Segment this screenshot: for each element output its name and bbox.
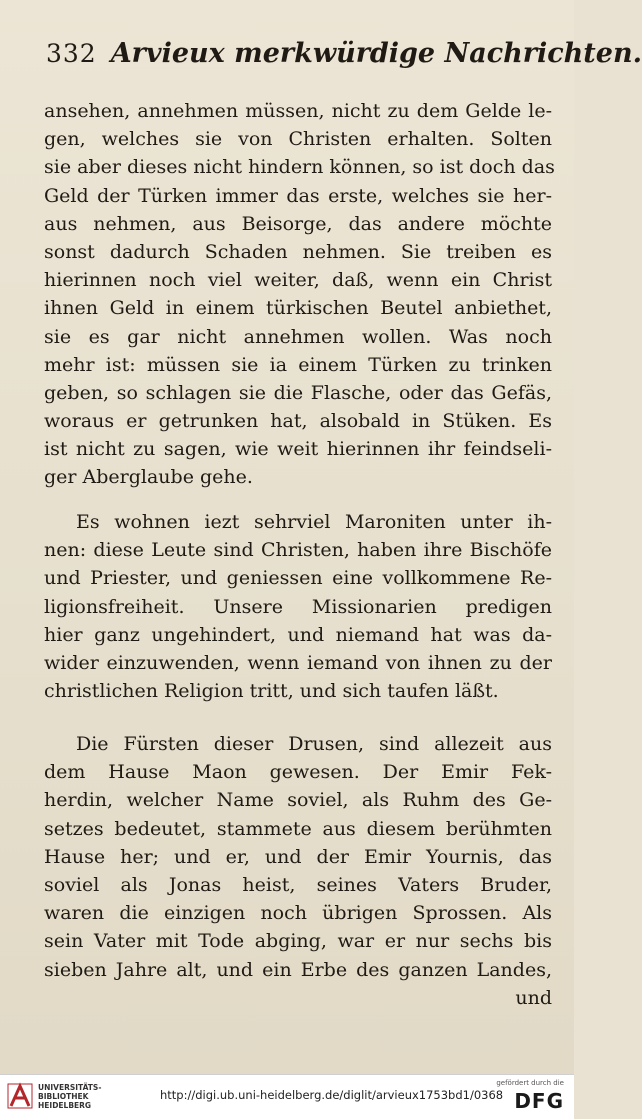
text-line: ansehen, annehmen müssen, nicht zu dem Gelde le- [44, 100, 552, 122]
text-line: mehr ist: müssen sie ia einem Türken zu trinken [44, 353, 552, 376]
funded-by-label: gefördert durch die [496, 1079, 564, 1087]
text-line: geben, so schlagen sie die Flasche, oder das Gefäs, [44, 381, 552, 404]
text-line: ger Aberglaube gehe. [44, 466, 253, 489]
text-line: aus nehmen, aus Beisorge, das andere möchte [44, 212, 552, 235]
viewer-footer [0, 1074, 574, 1119]
text-line: Es wohnen iezt sehrviel Maroniten unter ih- [76, 511, 552, 533]
text-line: sonst dadurch Schaden nehmen. Sie treiben es [44, 240, 552, 263]
text-line: woraus er getrunken hat, alsobald in Stüken. Es [44, 410, 552, 433]
text-line: herdin, welcher Name soviel, als Ruhm des Ge- [44, 789, 552, 812]
text-line: Geld der Türken immer das erste, welches sie her- [44, 184, 552, 207]
text-line: Die Fürsten dieser Drusen, sind allezeit aus [76, 733, 552, 755]
text-line: ligionsfreiheit. Unsere Missionarien predigen [44, 595, 552, 618]
text-line: nen: diese Leute sind Christen, haben ihre Bischöfe [44, 539, 552, 562]
text-line: waren die einzigen noch übrigen Sprossen. Als [44, 902, 552, 925]
text-line: ist nicht zu sagen, wie weit hierinnen ihr feindseli- [44, 438, 552, 461]
text-line: sie es gar nicht annehmen wollen. Was noch [44, 325, 552, 348]
text-line: und Priester, und geniessen eine vollkommene Re- [44, 567, 552, 590]
text-line: ihnen Geld in einem türkischen Beutel anbiethet, [44, 297, 552, 320]
text-line: soviel als Jonas heist, seines Vaters Bruder, [44, 873, 552, 896]
permalink-url[interactable]: http://digi.ub.uni-heidelberg.de/diglit/arvieux1753bd1/0368 [160, 1088, 504, 1102]
paragraph-1 [44, 97, 555, 492]
university-library-logo-icon [6, 1082, 34, 1110]
text-line: gen, welches sie von Christen erhalten. Solten [44, 128, 552, 151]
dfg-logo: DFG [514, 1089, 564, 1113]
text-line: sie aber dieses nicht hindern können, so ist doch das [44, 156, 555, 179]
library-name: UNIVERSITÄTS- BIBLIOTHEK HEIDELBERG [38, 1083, 102, 1110]
catchword: und [515, 986, 552, 1009]
page-number: 332 [46, 39, 97, 68]
text-line: sein Vater mit Tode abging, war er nur sechs bis [44, 930, 552, 953]
text-line: setzes bedeutet, stammete aus diesem berühmten [44, 817, 552, 840]
text-line: hierinnen noch viel weiter, daß, wenn ein Christ [44, 269, 552, 292]
text-line: christlichen Religion tritt, und sich taufen läßt. [44, 680, 499, 703]
text-line: dem Hause Maon gewesen. Der Emir Fek- [44, 761, 552, 784]
running-title: Arvieux merkwürdige Nachrichten. [110, 38, 642, 69]
text-line: sieben Jahre alt, und ein Erbe des ganzen Landes, [44, 958, 552, 981]
paragraph-2 [44, 508, 552, 705]
text-line: wider einzuwenden, wenn iemand von ihnen zu der [44, 651, 552, 674]
paragraph-3 [44, 730, 552, 1012]
text-line: Hause her; und er, und der Emir Yournis, das [44, 845, 552, 868]
page-header [46, 38, 642, 82]
text-line: hier ganz ungehindert, und niemand hat was da- [44, 623, 552, 646]
